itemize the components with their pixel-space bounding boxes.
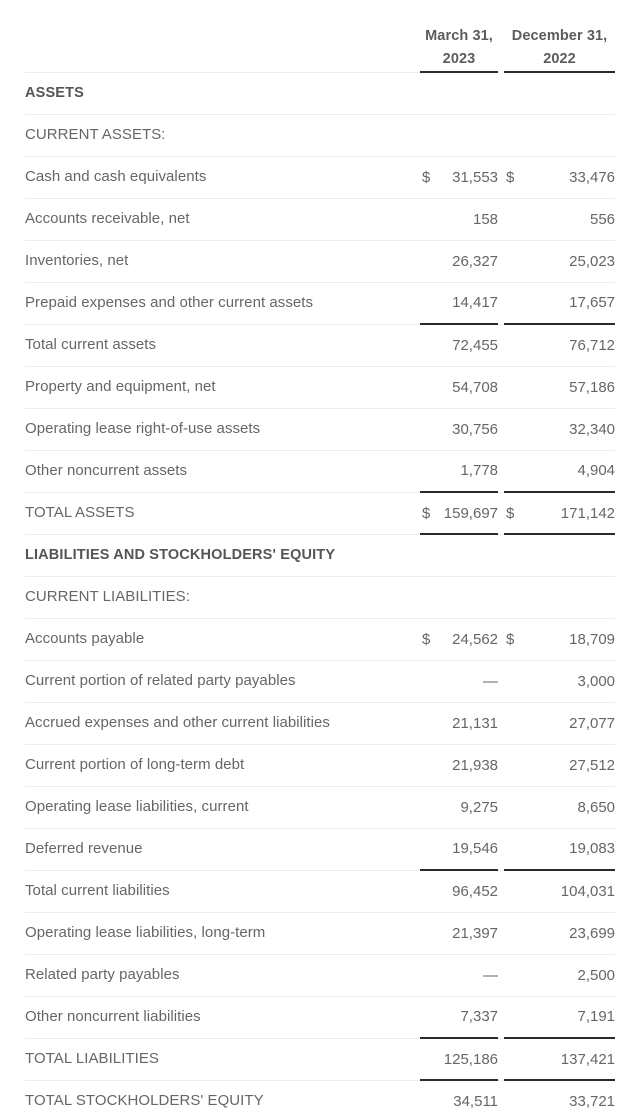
row-currency-symbol-col1 (420, 702, 442, 744)
row-currency-symbol-col1: $ (420, 156, 442, 198)
row-currency-symbol-col2: $ (504, 156, 526, 198)
row-label (25, 114, 420, 156)
row-currency-symbol-col1 (420, 534, 442, 576)
row-label (25, 450, 420, 492)
row-value-col2: 33,476 (526, 156, 615, 198)
row-label-text: Accounts payable (25, 630, 145, 647)
row-currency-symbol-col2 (504, 576, 526, 618)
table-row (25, 870, 615, 912)
row-label (25, 702, 420, 744)
row-label (25, 240, 420, 282)
row-label-text: Deferred revenue (25, 840, 143, 857)
row-label-text: LIABILITIES AND STOCKHOLDERS' EQUITY (25, 547, 336, 563)
row-label (25, 870, 420, 912)
row-value-col2: 33,721 (526, 1080, 615, 1120)
row-currency-symbol-col2 (504, 996, 526, 1038)
table-row (25, 828, 615, 870)
row-value-col1 (442, 72, 498, 114)
row-label-text: ASSETS (25, 85, 84, 101)
row-value-col1: 9,275 (442, 786, 498, 828)
header-label-rule (25, 46, 420, 72)
table-row (25, 660, 615, 702)
row-label (25, 660, 420, 702)
table-row (25, 324, 615, 366)
row-label (25, 744, 420, 786)
row-value-col1: 34,511 (442, 1080, 498, 1120)
table-row (25, 366, 615, 408)
row-value-col2 (526, 72, 615, 114)
row-value-col2 (526, 534, 615, 576)
row-label-text: Cash and cash equivalents (25, 168, 207, 185)
row-currency-symbol-col2 (504, 828, 526, 870)
row-value-col2: 18,709 (526, 618, 615, 660)
table-row (25, 492, 615, 534)
row-label (25, 786, 420, 828)
column-1-year-label: 2023 (420, 46, 498, 72)
table-row (25, 786, 615, 828)
row-currency-symbol-col2: $ (504, 618, 526, 660)
row-currency-symbol-col1 (420, 450, 442, 492)
header-spacer (25, 0, 420, 46)
row-value-col1: — (442, 954, 498, 996)
row-currency-symbol-col2 (504, 912, 526, 954)
row-currency-symbol-col2 (504, 408, 526, 450)
row-value-col1: 54,708 (442, 366, 498, 408)
table-row (25, 156, 615, 198)
table-row (25, 744, 615, 786)
row-label-text: Property and equipment, net (25, 378, 216, 395)
row-label-text: Current portion of long-term debt (25, 756, 245, 773)
row-label (25, 576, 420, 618)
table-row (25, 954, 615, 996)
row-label-text: TOTAL STOCKHOLDERS' EQUITY (25, 1091, 264, 1109)
row-label-text: Current portion of related party payables (25, 672, 296, 689)
row-value-col2: 76,712 (526, 324, 615, 366)
table-row (25, 1080, 615, 1120)
row-value-col1 (442, 534, 498, 576)
row-value-col1: 159,697 (442, 492, 498, 534)
row-value-col1 (442, 114, 498, 156)
row-label (25, 1038, 420, 1080)
table-row (25, 282, 615, 324)
row-currency-symbol-col1 (420, 912, 442, 954)
row-label-text: Prepaid expenses and other current assets (25, 294, 314, 311)
table-header (25, 0, 615, 72)
row-label (25, 534, 420, 576)
table-row (25, 114, 615, 156)
row-currency-symbol-col1 (420, 366, 442, 408)
row-label (25, 324, 420, 366)
row-label-text: Total current liabilities (25, 882, 170, 899)
row-label (25, 366, 420, 408)
row-label (25, 282, 420, 324)
row-currency-symbol-col1 (420, 870, 442, 912)
row-label-text: Other noncurrent liabilities (25, 1008, 201, 1025)
table-row (25, 534, 615, 576)
row-label (25, 1080, 420, 1120)
row-label-text: Operating lease right-of-use assets (25, 420, 261, 437)
row-value-col2: 4,904 (526, 450, 615, 492)
table-row (25, 72, 615, 114)
row-currency-symbol-col2 (504, 660, 526, 702)
row-value-col1: 31,553 (442, 156, 498, 198)
row-value-col2: 17,657 (526, 282, 615, 324)
table-row (25, 618, 615, 660)
table-row (25, 240, 615, 282)
row-value-col2: 57,186 (526, 366, 615, 408)
row-label-text: Operating lease liabilities, current (25, 798, 249, 815)
row-label (25, 618, 420, 660)
row-currency-symbol-col1 (420, 1038, 442, 1080)
row-currency-symbol-col2 (504, 240, 526, 282)
row-label-text: TOTAL ASSETS (25, 504, 135, 521)
balance-sheet-table (25, 0, 615, 1120)
row-label (25, 198, 420, 240)
row-value-col1: 26,327 (442, 240, 498, 282)
row-currency-symbol-col1 (420, 198, 442, 240)
row-currency-symbol-col2 (504, 366, 526, 408)
row-label-text: Other noncurrent assets (25, 462, 188, 479)
row-currency-symbol-col1 (420, 1080, 442, 1120)
row-currency-symbol-col1 (420, 114, 442, 156)
row-value-col1 (442, 576, 498, 618)
row-currency-symbol-col2 (504, 534, 526, 576)
row-currency-symbol-col1 (420, 240, 442, 282)
row-currency-symbol-col1 (420, 72, 442, 114)
row-value-col1: 96,452 (442, 870, 498, 912)
row-value-col2: 171,142 (526, 492, 615, 534)
row-value-col1: 158 (442, 198, 498, 240)
row-label (25, 828, 420, 870)
row-value-col2 (526, 114, 615, 156)
row-value-col1: 21,938 (442, 744, 498, 786)
row-currency-symbol-col2 (504, 450, 526, 492)
row-value-col2: 3,000 (526, 660, 615, 702)
row-currency-symbol-col2 (504, 744, 526, 786)
row-value-col2: 104,031 (526, 870, 615, 912)
row-currency-symbol-col1: $ (420, 492, 442, 534)
row-value-col2: 7,191 (526, 996, 615, 1038)
table-row (25, 1038, 615, 1080)
row-currency-symbol-col2 (504, 72, 526, 114)
table-row (25, 996, 615, 1038)
row-currency-symbol-col1 (420, 744, 442, 786)
row-label-text: Related party payables (25, 966, 180, 983)
row-value-col1: 14,417 (442, 282, 498, 324)
row-label (25, 996, 420, 1038)
row-currency-symbol-col1 (420, 660, 442, 702)
row-currency-symbol-col1 (420, 996, 442, 1038)
row-value-col1: — (442, 660, 498, 702)
table-row (25, 576, 615, 618)
row-value-col2: 2,500 (526, 954, 615, 996)
row-currency-symbol-col2: $ (504, 492, 526, 534)
row-currency-symbol-col1 (420, 828, 442, 870)
row-value-col1: 21,131 (442, 702, 498, 744)
column-2-date-label: December 31, (511, 28, 608, 44)
row-value-col2: 556 (526, 198, 615, 240)
row-label-text: CURRENT LIABILITIES: (25, 588, 190, 605)
row-label (25, 408, 420, 450)
row-label (25, 72, 420, 114)
row-value-col2: 32,340 (526, 408, 615, 450)
row-value-col2: 19,083 (526, 828, 615, 870)
row-currency-symbol-col2 (504, 198, 526, 240)
row-value-col2: 27,077 (526, 702, 615, 744)
row-currency-symbol-col1 (420, 786, 442, 828)
row-currency-symbol-col1 (420, 954, 442, 996)
row-value-col2: 27,512 (526, 744, 615, 786)
table-body (25, 72, 615, 1120)
row-value-col1: 19,546 (442, 828, 498, 870)
row-label-text: Operating lease liabilities, long-term (25, 924, 266, 941)
table-row (25, 450, 615, 492)
row-value-col2: 8,650 (526, 786, 615, 828)
row-currency-symbol-col2 (504, 1080, 526, 1120)
row-value-col2: 23,699 (526, 912, 615, 954)
row-currency-symbol-col1 (420, 576, 442, 618)
table-row (25, 702, 615, 744)
row-value-col2 (526, 576, 615, 618)
row-label-text: TOTAL LIABILITIES (25, 1050, 159, 1067)
column-2-year-label: 2022 (504, 46, 615, 72)
row-label (25, 492, 420, 534)
row-currency-symbol-col2 (504, 282, 526, 324)
row-label (25, 912, 420, 954)
row-value-col2: 25,023 (526, 240, 615, 282)
row-label-text: Total current assets (25, 336, 157, 353)
row-value-col1: 21,397 (442, 912, 498, 954)
row-currency-symbol-col2 (504, 954, 526, 996)
row-label-text: Inventories, net (25, 252, 129, 269)
row-currency-symbol-col2 (504, 702, 526, 744)
row-value-col1: 30,756 (442, 408, 498, 450)
row-label (25, 954, 420, 996)
row-currency-symbol-col1: $ (420, 618, 442, 660)
header-year-row (25, 46, 615, 72)
row-currency-symbol-col2 (504, 114, 526, 156)
row-label-text: Accounts receivable, net (25, 210, 190, 227)
row-currency-symbol-col1 (420, 324, 442, 366)
row-value-col1: 1,778 (442, 450, 498, 492)
row-currency-symbol-col2 (504, 324, 526, 366)
row-value-col1: 72,455 (442, 324, 498, 366)
row-value-col2: 137,421 (526, 1038, 615, 1080)
row-value-col1: 125,186 (442, 1038, 498, 1080)
row-currency-symbol-col1 (420, 408, 442, 450)
row-label-text: Accrued expenses and other current liabilities (25, 714, 330, 731)
row-currency-symbol-col2 (504, 786, 526, 828)
row-value-col1: 7,337 (442, 996, 498, 1038)
table-row (25, 912, 615, 954)
row-label-text: CURRENT ASSETS: (25, 126, 166, 143)
header-date-row (25, 0, 615, 46)
row-currency-symbol-col2 (504, 1038, 526, 1080)
row-value-col1: 24,562 (442, 618, 498, 660)
row-label (25, 156, 420, 198)
row-currency-symbol-col2 (504, 870, 526, 912)
table-row (25, 408, 615, 450)
column-1-date-label: March 31, (425, 28, 493, 44)
row-currency-symbol-col1 (420, 282, 442, 324)
table-row (25, 198, 615, 240)
